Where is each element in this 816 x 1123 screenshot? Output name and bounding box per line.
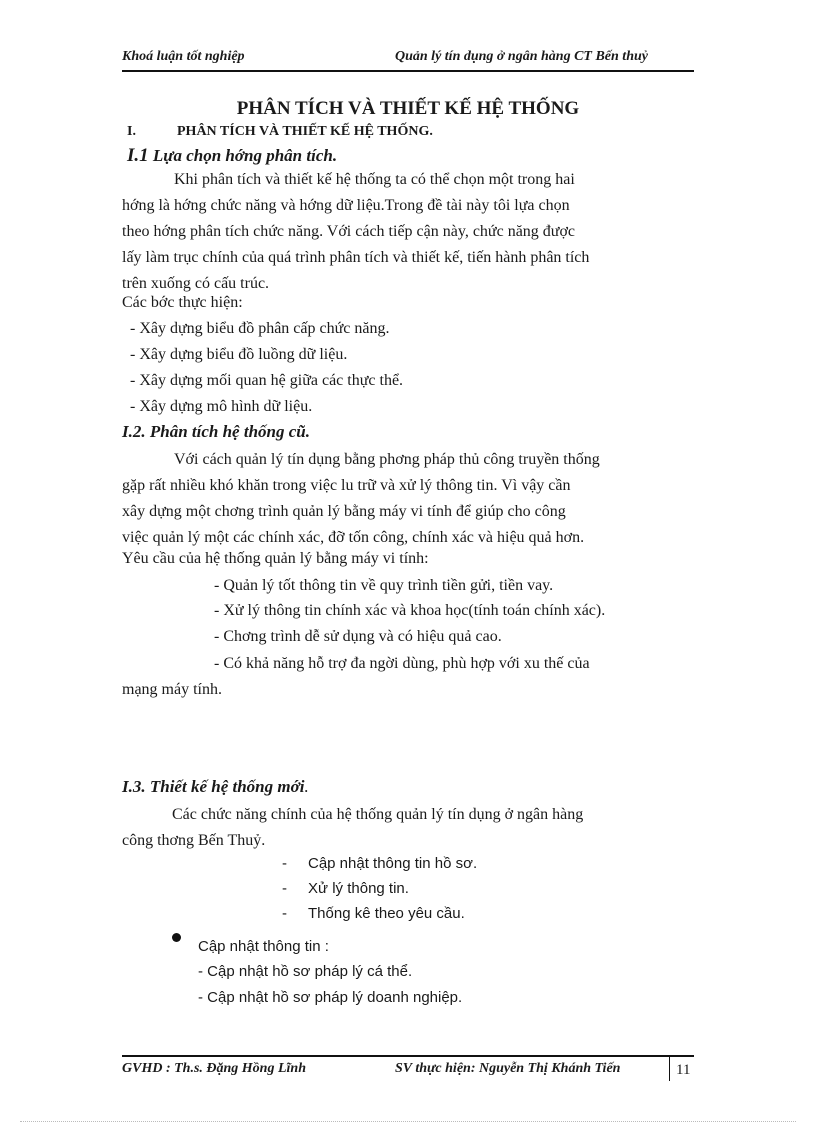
function-dash: - [282,855,287,872]
requirement-last [122,651,691,703]
function-dash: - [282,880,287,897]
function-item: Xử lý thông tin. [308,880,409,897]
function-dash: - [282,905,287,922]
heading-1-3 [122,777,309,797]
heading-1-3-text: I.3. Thiết kế hệ thống mới [122,777,305,796]
function-item: Cập nhật thông tin hồ sơ. [308,855,478,872]
footer-left: GVHD : Th.s. Đặng Hồng Lĩnh [122,1061,306,1076]
paragraph-line: theo hớng phân tích chức năng. Với cách tiếp cận này, chức năng được [122,223,576,240]
section-title: PHÂN TÍCH VÀ THIẾT KẾ HỆ THỐNG. [177,124,433,139]
paragraph-line: mạng máy tính. [122,681,222,698]
header-left: Khoá luận tốt nghiệp [122,49,245,64]
paragraph-line: việc quản lý một các chính xác, đỡ tốn công, chính xác và hiệu quả hơn. [122,529,585,546]
page-edge-dotted [20,1121,796,1122]
footer-rule [122,1055,694,1057]
paragraph-line: Khi phân tích và thiết kế hệ thống ta có thể chọn một trong hai [174,171,575,188]
paragraph-1-2 [122,447,691,551]
paragraph-line: Với cách quản lý tín dụng bằng phơng pháp thủ công truyền thống [174,451,600,468]
page-title: PHÂN TÍCH VÀ THIẾT KẾ HỆ THỐNG [236,98,580,119]
step-item: - Xây dựng biểu đồ phân cấp chức năng. [130,320,390,337]
paragraph-1-3 [122,802,691,854]
paragraph-line: trên xuống có cấu trúc. [122,275,270,292]
step-item: - Xây dựng mối quan hệ giữa các thực thể. [130,372,404,389]
section-number: I. [127,124,136,139]
bullet-title: Cập nhật thông tin : [198,938,329,955]
requirement-item: - Quản lý tốt thông tin về quy trình tiền gửi, tiền vay. [214,577,554,594]
paragraph-line: xây dựng một chơng trình quản lý bằng máy vi tính để giúp cho công [122,503,566,520]
paragraph-1-1 [122,167,691,297]
heading-1-1 [127,145,337,167]
steps-label: Các bớc thực hiện: [122,294,243,311]
heading-1-1-text: Lựa chọn hớng phân tích. [152,146,338,165]
heading-1-3-period: . [304,777,309,796]
requirement-item: - Chơng trình dễ sử dụng và có hiệu quả cao. [214,628,502,645]
bullet-item: - Cập nhật hồ sơ pháp lý cá thể. [198,963,413,980]
heading-1-1-number: I.1 [127,145,149,166]
paragraph-line: - Có khả năng hỗ trợ đa ngời dùng, phù hợp với xu thế của [214,655,590,672]
paragraph-line: hớng là hớng chức năng và hớng dữ liệu.Trong đề tài này tôi lựa chọn [122,197,570,214]
paragraph-line: gặp rất nhiều khó khăn trong việc lu trữ và xử lý thông tin. Vì vậy cần [122,477,571,494]
step-item: - Xây dựng mô hình dữ liệu. [130,398,313,415]
requirement-item: - Xử lý thông tin chính xác và khoa học(tính toán chính xác). [214,602,606,619]
paragraph-line: Các chức năng chính của hệ thống quản lý tín dụng ở ngân hàng [172,806,584,823]
header-rule [122,70,694,72]
footer-right: SV thực hiện: Nguyễn Thị Khánh Tiến [395,1061,621,1076]
paragraph-line: công thơng Bến Thuỷ. [122,832,266,849]
paragraph-line: lấy làm trục chính của quá trình phân tích và thiết kế, tiến hành phân tích [122,249,590,266]
function-item: Thống kê theo yêu cầu. [308,905,465,922]
requirements-label: Yêu cầu của hệ thống quản lý bằng máy vi tính: [122,550,429,567]
page-number: 11 [676,1062,691,1078]
page-number-divider [669,1057,670,1081]
bullet-item: - Cập nhật hồ sơ pháp lý doanh nghiệp. [198,989,463,1006]
bullet-icon [172,933,181,942]
step-item: - Xây dựng biểu đồ luồng dữ liệu. [130,346,348,363]
heading-1-2: I.2. Phân tích hệ thống cũ. [122,422,310,441]
header-right: Quản lý tín dụng ở ngân hàng CT Bến thuỷ [395,49,648,64]
